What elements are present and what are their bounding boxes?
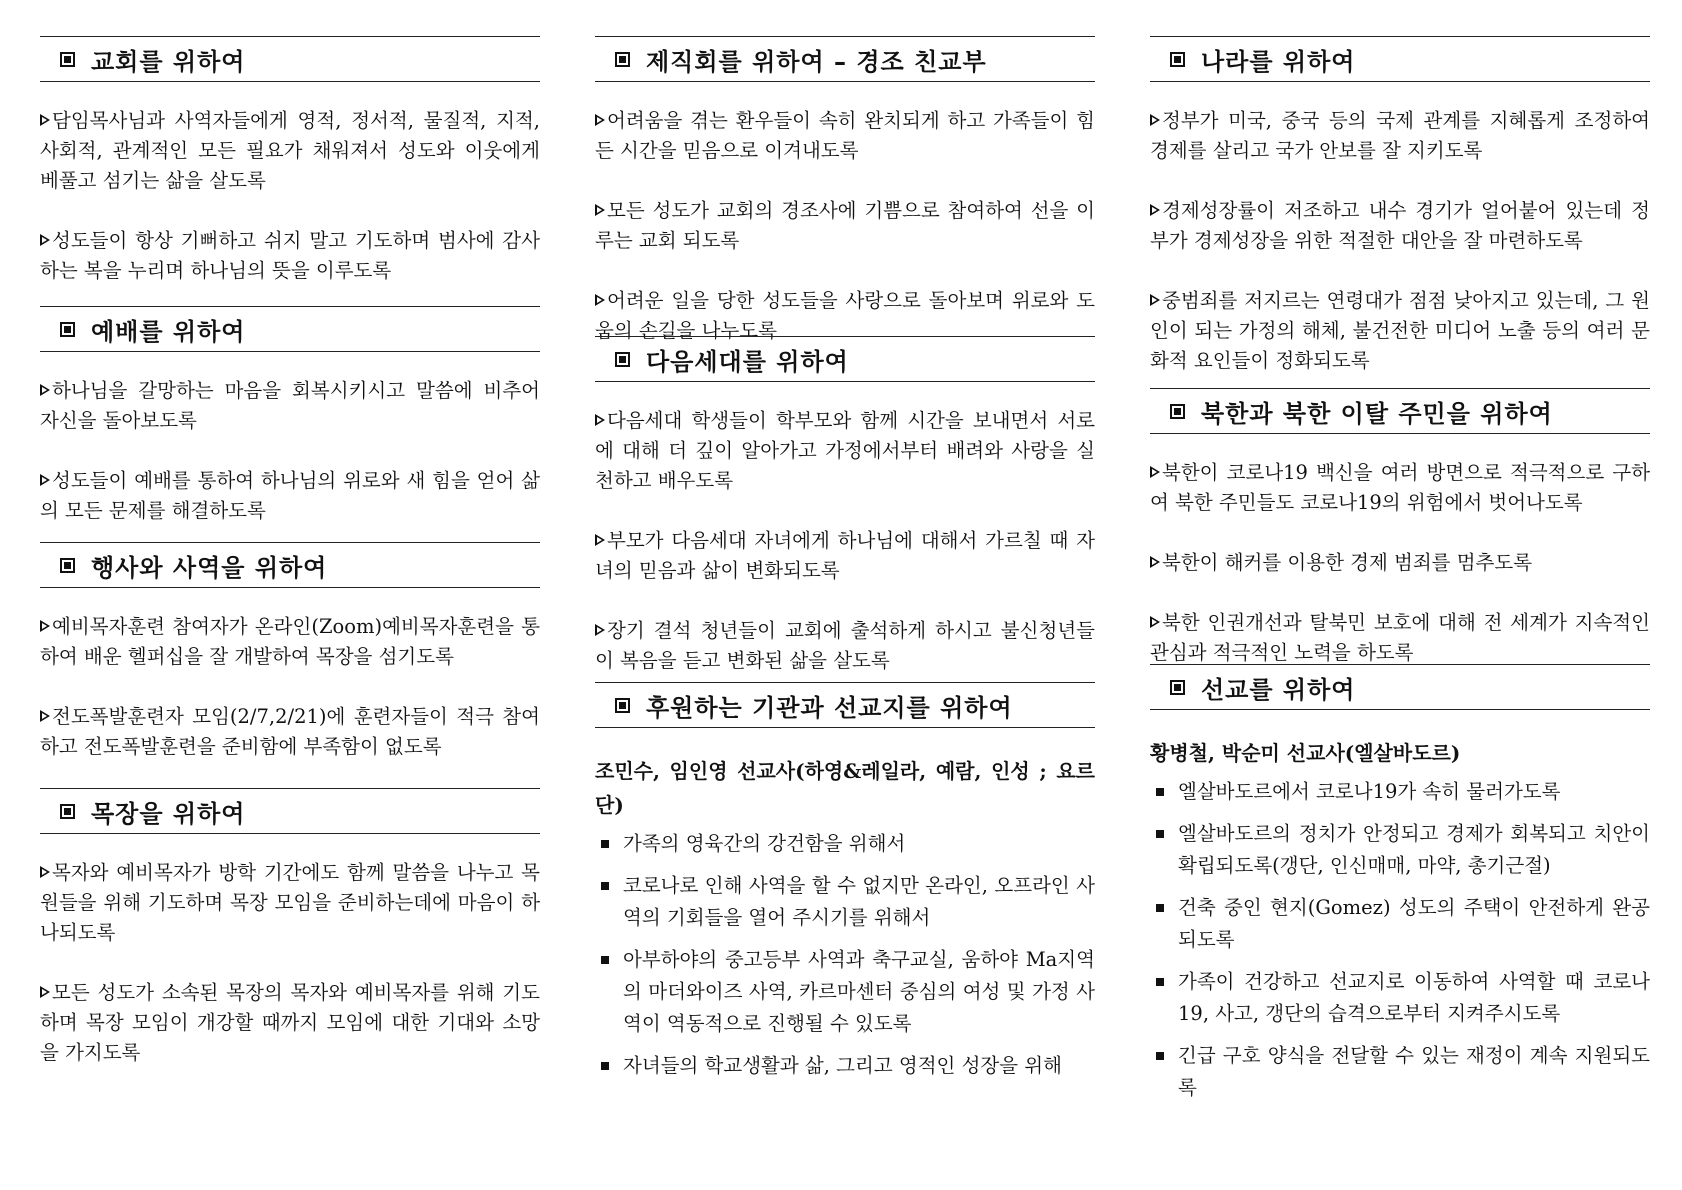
triangle-bullet-icon — [1150, 556, 1160, 568]
prayer-item: 어려운 일을 당한 성도들을 사랑으로 돌아보며 위로와 도움의 손길을 나누도록 — [595, 289, 1095, 342]
missionary-name: 조민수, 임인영 선교사(하영&레일라, 예람, 인성 ; 요르단) — [595, 759, 1095, 817]
section-header — [40, 788, 540, 834]
triangle-bullet-icon — [40, 710, 50, 722]
prayer-item: 경제성장률이 저조하고 내수 경기가 얼어붙어 있는데 정부가 경제성장을 위한 적절한 대안을 잘 마련하도록 — [1150, 199, 1650, 252]
square-bullet-icon — [60, 322, 75, 337]
section-mokjang — [40, 788, 540, 1098]
square-bullet-icon — [60, 804, 75, 819]
column-right — [1150, 0, 1650, 1190]
section-title: 다음세대를 위하여 — [646, 347, 849, 376]
list-item: 가족이 건강하고 선교지로 이동하여 사역할 때 코로나19, 사고, 갱단의 습격으로부터 지켜주시도록 — [1150, 966, 1650, 1030]
section-nextgen — [595, 336, 1095, 706]
prayer-item: 다음세대 학생들이 학부모와 함께 시간을 보내면서 서로에 대해 더 깊이 알아가고 가정에서부터 배려와 사랑을 실천하고 배우도록 — [595, 409, 1095, 492]
prayer-item: 정부가 미국, 중국 등의 국제 관계를 지혜롭게 조정하여 경제를 살리고 국가 안보를 잘 지키도록 — [1150, 109, 1650, 162]
section-title: 행사와 사역을 위하여 — [91, 553, 328, 582]
square-bullet-icon — [1156, 978, 1164, 986]
prayer-item: 북한이 코로나19 백신을 여러 방면으로 적극적으로 구하여 북한 주민들도 코로나19의 위험에서 벗어나도록 — [1150, 461, 1650, 514]
square-bullet-icon — [615, 698, 630, 713]
section-header — [595, 36, 1095, 82]
prayer-item: 예비목자훈련 참여자가 온라인(Zoom)예비목자훈련을 통하여 배운 헬퍼십을 잘 개발하여 목장을 섬기도록 — [40, 615, 540, 668]
section-title: 선교를 위하여 — [1201, 675, 1356, 704]
section-header — [40, 542, 540, 588]
list-item: 아부하야의 중고등부 사역과 축구교실, 움하야 Ma지역의 마더와이즈 사역, 카르마센터 중심의 여성 및 가정 사역이 역동적으로 진행될 수 있도록 — [595, 944, 1095, 1040]
square-bullet-icon — [1170, 680, 1185, 695]
section-title: 후원하는 기관과 선교지를 위하여 — [646, 693, 1013, 722]
square-bullet-icon — [601, 1062, 609, 1070]
section-title: 예배를 위하여 — [91, 317, 246, 346]
section-header — [1150, 388, 1650, 434]
triangle-bullet-icon — [1150, 204, 1160, 216]
prayer-item: 모든 성도가 소속된 목장의 목자와 예비목자를 위해 기도하며 목장 모임이 개강할 때까지 모임에 대한 기대와 소망을 가지도록 — [40, 981, 540, 1064]
triangle-bullet-icon — [40, 986, 50, 998]
prayer-item: 모든 성도가 교회의 경조사에 기쁨으로 참여하여 선을 이루는 교회 되도록 — [595, 199, 1095, 252]
triangle-bullet-icon — [40, 384, 50, 396]
triangle-bullet-icon — [40, 620, 50, 632]
triangle-bullet-icon — [595, 204, 605, 216]
triangle-bullet-icon — [595, 534, 605, 546]
section-northkorea — [1150, 388, 1650, 698]
square-bullet-icon — [60, 52, 75, 67]
triangle-bullet-icon — [595, 624, 605, 636]
missionary-name: 황병철, 박순미 선교사(엘살바도르) — [1150, 741, 1461, 765]
prayer-item: 어려움을 겪는 환우들이 속히 완치되게 하고 가족들이 힘든 시간을 믿음으로 이겨내도록 — [595, 109, 1095, 162]
section-events — [40, 542, 540, 792]
mission-list — [595, 828, 1095, 1082]
triangle-bullet-icon — [595, 414, 605, 426]
prayer-item: 장기 결석 청년들이 교회에 출석하게 하시고 불신청년들이 복음을 듣고 변화된 삶을 살도록 — [595, 619, 1095, 672]
prayer-item: 전도폭발훈련자 모임(2/7,2/21)에 훈련자들이 적극 참여하고 전도폭발훈련을 준비함에 부족함이 없도록 — [40, 705, 540, 758]
triangle-bullet-icon — [1150, 466, 1160, 478]
triangle-bullet-icon — [1150, 114, 1160, 126]
section-header — [1150, 664, 1650, 710]
triangle-bullet-icon — [40, 474, 50, 486]
column-middle — [595, 0, 1095, 1190]
square-bullet-icon — [1156, 1052, 1164, 1060]
prayer-item: 성도들이 항상 기뻐하고 쉬지 말고 기도하며 범사에 감사하는 복을 누리며 하나님의 뜻을 이루도록 — [40, 229, 540, 282]
square-bullet-icon — [615, 52, 630, 67]
square-bullet-icon — [615, 352, 630, 367]
section-mission — [1150, 664, 1650, 1114]
section-missions — [595, 682, 1095, 1092]
list-item: 긴급 구호 양식을 전달할 수 있는 재정이 계속 지원되도록 — [1150, 1040, 1650, 1104]
section-nation — [1150, 36, 1650, 406]
prayer-item: 성도들이 예배를 통하여 하나님의 위로와 새 힘을 얻어 삶의 모든 문제를 해결하도록 — [40, 469, 540, 522]
section-church — [40, 36, 540, 316]
section-title: 목장을 위하여 — [91, 799, 246, 828]
section-header — [595, 336, 1095, 382]
list-item: 가족의 영육간의 강건함을 위해서 — [595, 828, 1095, 860]
section-worship — [40, 306, 540, 556]
section-header — [40, 306, 540, 352]
square-bullet-icon — [1170, 404, 1185, 419]
prayer-item: 북한 인권개선과 탈북민 보호에 대해 전 세계가 지속적인 관심과 적극적인 노력을 하도록 — [1150, 611, 1650, 664]
list-item: 자녀들의 학교생활과 삶, 그리고 영적인 성장을 위해 — [595, 1050, 1095, 1082]
section-deacons — [595, 36, 1095, 376]
section-title: 북한과 북한 이탈 주민을 위하여 — [1201, 399, 1553, 428]
prayer-item: 담임목사님과 사역자들에게 영적, 정서적, 물질적, 지적, 사회적, 관계적인 모든 필요가 채워져서 성도와 이웃에게 베풀고 섬기는 삶을 살도록 — [40, 109, 540, 192]
triangle-bullet-icon — [1150, 294, 1160, 306]
list-item: 엘살바도르의 정치가 안정되고 경제가 회복되고 치안이 확립되도록(갱단, 인신매매, 마약, 총기근절) — [1150, 818, 1650, 882]
triangle-bullet-icon — [595, 114, 605, 126]
list-item: 코로나로 인해 사역을 할 수 없지만 온라인, 오프라인 사역의 기회들을 열어 주시기를 위해서 — [595, 870, 1095, 934]
section-header — [595, 682, 1095, 728]
square-bullet-icon — [1156, 788, 1164, 796]
square-bullet-icon — [1156, 830, 1164, 838]
square-bullet-icon — [1170, 52, 1185, 67]
prayer-item: 목자와 예비목자가 방학 기간에도 함께 말씀을 나누고 목원들을 위해 기도하며 목장 모임을 준비하는데에 마음이 하나되도록 — [40, 861, 540, 944]
triangle-bullet-icon — [40, 866, 50, 878]
triangle-bullet-icon — [40, 234, 50, 246]
section-title: 나라를 위하여 — [1201, 47, 1356, 76]
square-bullet-icon — [1156, 904, 1164, 912]
column-left — [40, 0, 540, 1190]
square-bullet-icon — [60, 558, 75, 573]
triangle-bullet-icon — [40, 114, 50, 126]
prayer-item: 부모가 다음세대 자녀에게 하나님에 대해서 가르칠 때 자녀의 믿음과 삶이 변화되도록 — [595, 529, 1095, 582]
section-title: 교회를 위하여 — [91, 47, 246, 76]
prayer-item: 하나님을 갈망하는 마음을 회복시키시고 말씀에 비추어 자신을 돌아보도록 — [40, 379, 540, 432]
square-bullet-icon — [601, 956, 609, 964]
square-bullet-icon — [601, 882, 609, 890]
triangle-bullet-icon — [1150, 616, 1160, 628]
square-bullet-icon — [601, 840, 609, 848]
section-title: 제직회를 위하여 – 경조 친교부 — [646, 47, 987, 76]
list-item: 건축 중인 현지(Gomez) 성도의 주택이 안전하게 완공되도록 — [1150, 892, 1650, 956]
section-header — [40, 36, 540, 82]
prayer-item: 북한이 해커를 이용한 경제 범죄를 멈추도록 — [1150, 548, 1650, 578]
section-header — [1150, 36, 1650, 82]
prayer-item: 중범죄를 저지르는 연령대가 점점 낮아지고 있는데, 그 원인이 되는 가정의 해체, 불건전한 미디어 노출 등의 여러 문화적 요인들이 정화되도록 — [1150, 289, 1650, 372]
list-item: 엘살바도르에서 코로나19가 속히 물러가도록 — [1150, 776, 1650, 808]
triangle-bullet-icon — [595, 294, 605, 306]
mission-list — [1150, 776, 1650, 1104]
